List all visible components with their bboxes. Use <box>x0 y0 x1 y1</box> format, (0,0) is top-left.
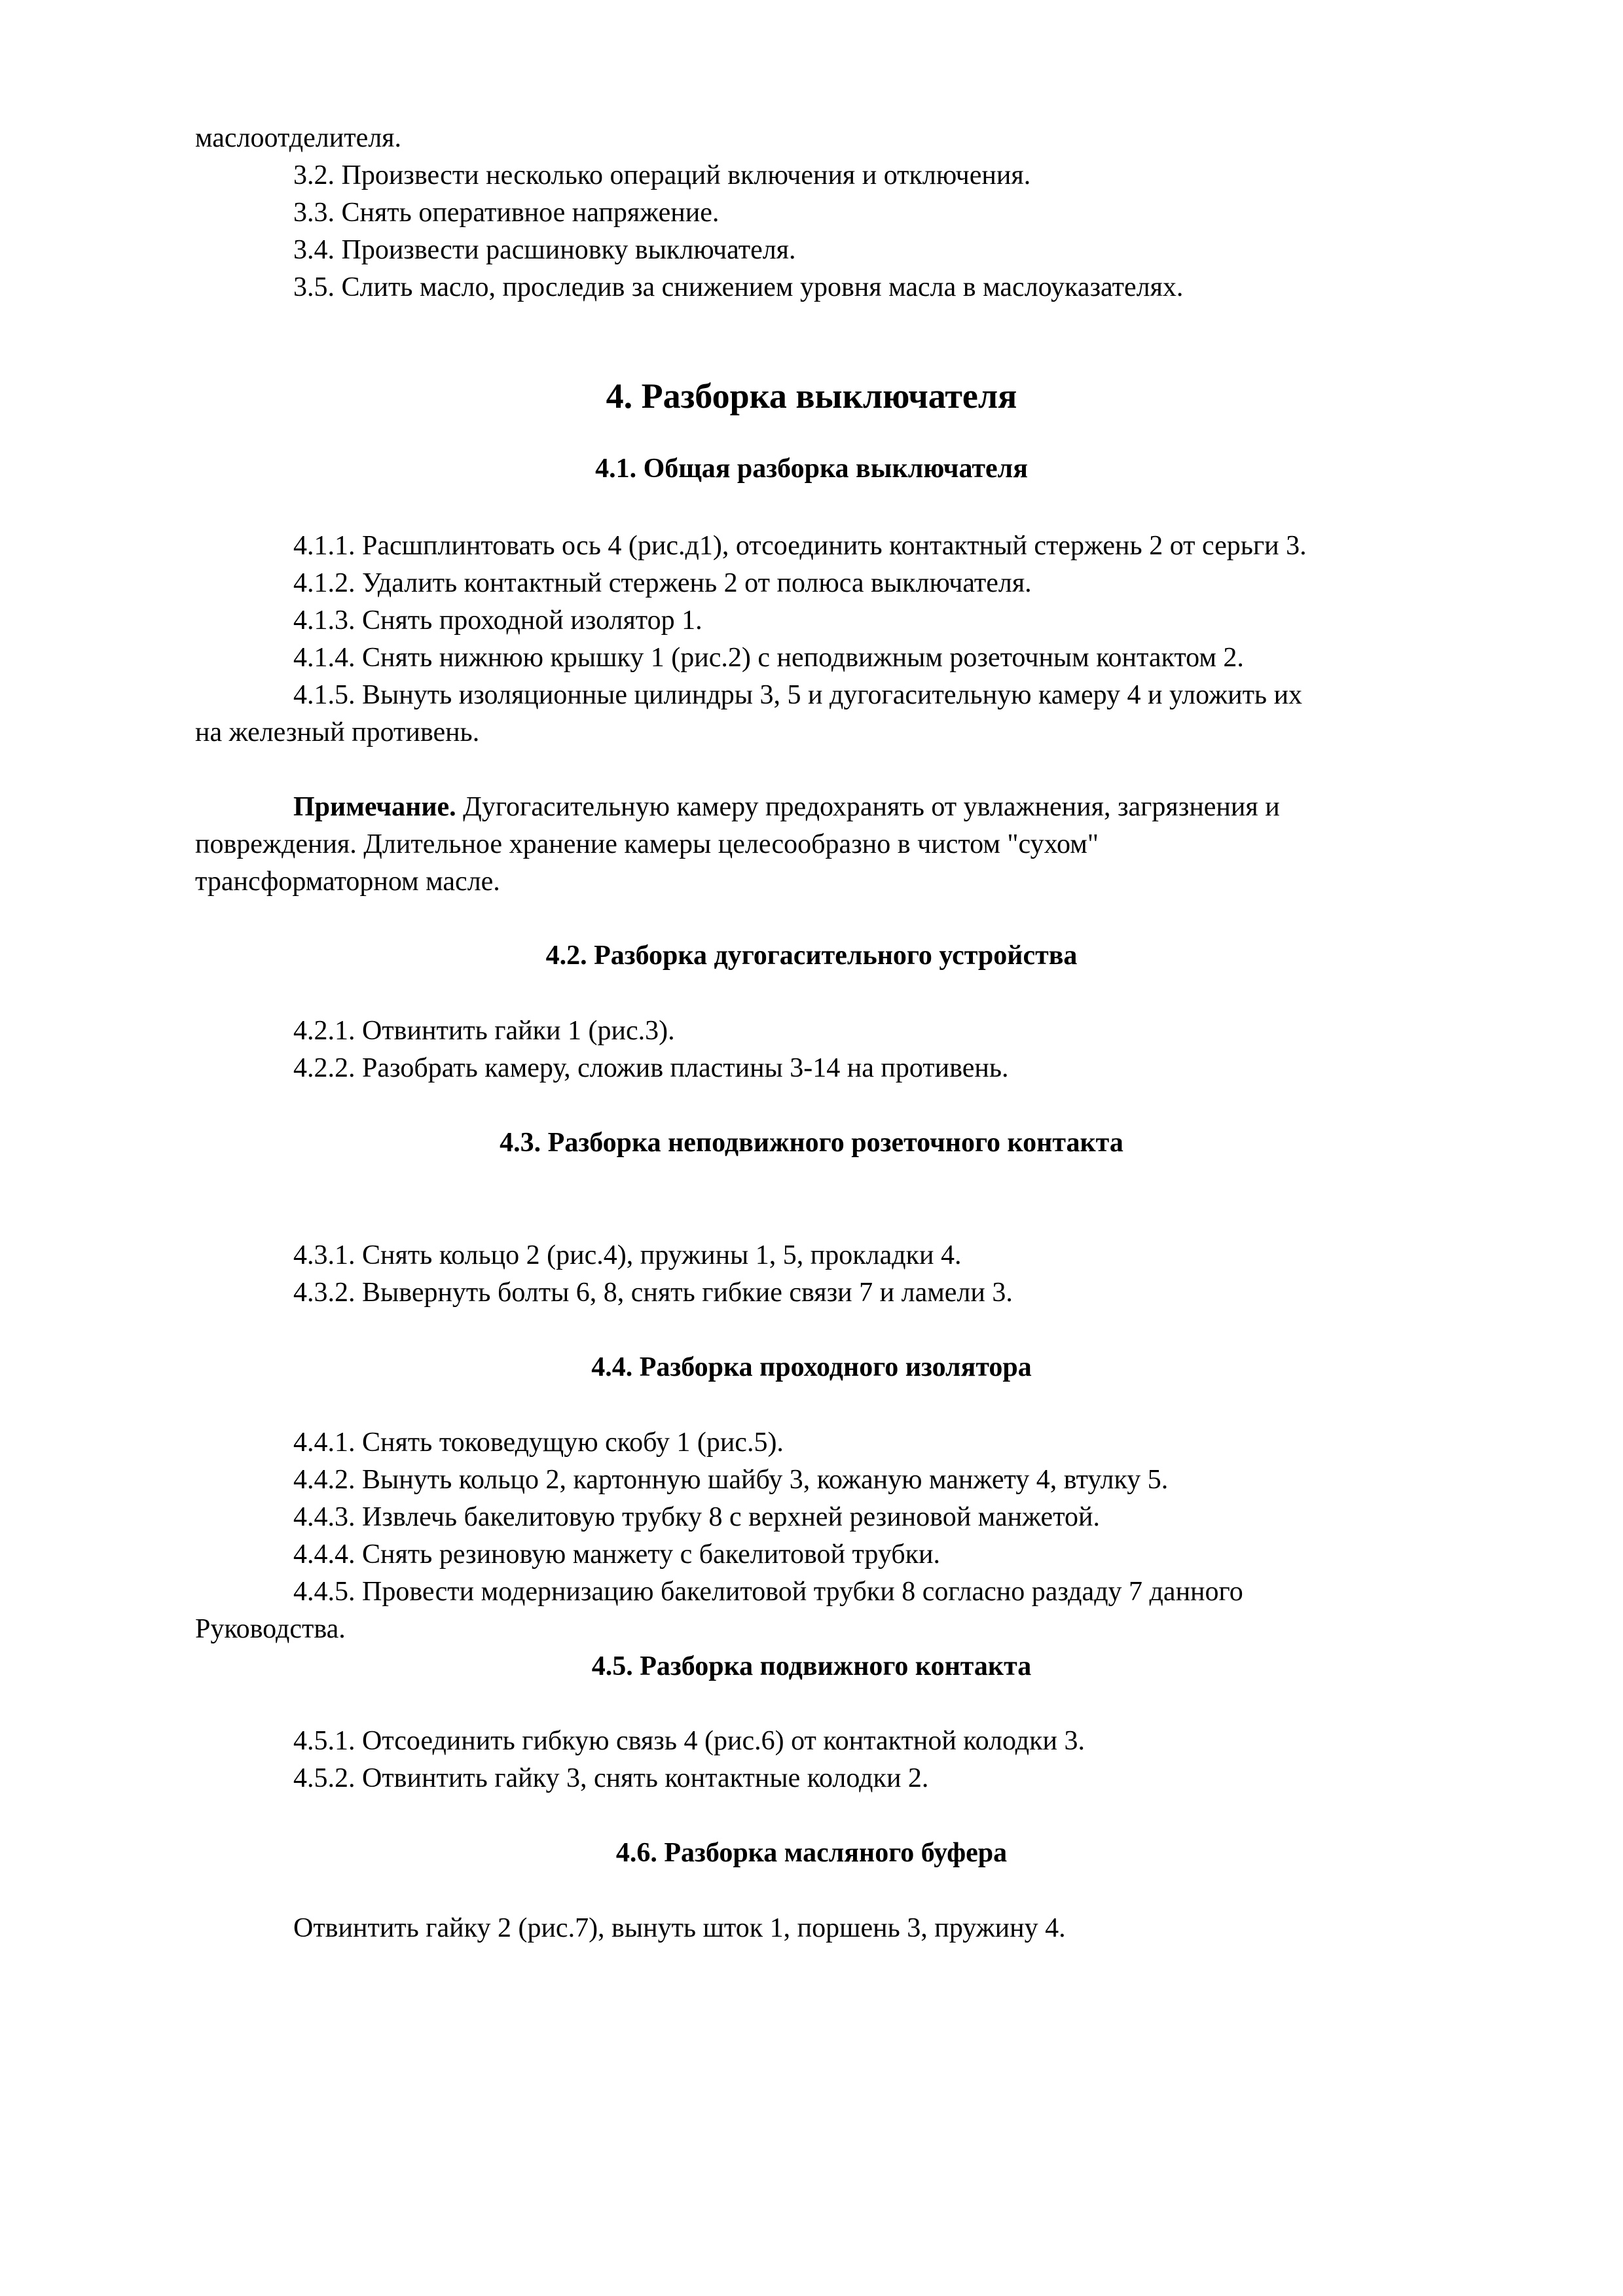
text-line: 4.1.3. Снять проходной изолятор 1. <box>293 605 702 636</box>
subsection-title: 4.4. Разборка проходного изолятора <box>591 1352 1032 1382</box>
note-line: повреждения. Длительное хранение камеры целесообразно в чистом "сухом" <box>195 829 1099 859</box>
text-line: 4.4.4. Снять резиновую манжету с бакелитовой трубки. <box>293 1539 941 1570</box>
note-line <box>293 789 1280 825</box>
subsection-title: 4.6. Разборка масляного буфера <box>615 1838 1008 1868</box>
text-line: 3.5. Слить масло, проследив за снижением уровня масла в маслоуказателях. <box>293 272 1184 302</box>
text-line: 4.1.5. Вынуть изоляционные цилиндры 3, 5 и дугогасительную камеру 4 и уложить их <box>293 680 1303 710</box>
text-line: 4.4.3. Извлечь бакелитовую трубку 8 с верхней резиновой манжетой. <box>293 1502 1100 1532</box>
text-line: 4.1.4. Снять нижнюю крышку 1 (рис.2) с неподвижным розеточным контактом 2. <box>293 643 1244 673</box>
subsection-title: 4.3. Разборка неподвижного розеточного контакта <box>500 1128 1123 1158</box>
text-line: 3.3. Снять оперативное напряжение. <box>293 198 720 228</box>
text-line: 4.3.2. Вывернуть болты 6, 8, снять гибкие связи 7 и ламели 3. <box>293 1278 1013 1308</box>
text-line: 4.2.2. Разобрать камеру, сложив пластины 3-14 на противень. <box>293 1053 1009 1083</box>
note-label: Примечание. <box>293 792 456 822</box>
subsection-title: 4.5. Разборка подвижного контакта <box>591 1651 1032 1681</box>
text-line: 4.1.1. Расшплинтовать ось 4 (рис.д1), отсоединить контактный стержень 2 от серьги 3. <box>293 531 1307 561</box>
text-line: 4.5.2. Отвинтить гайку 3, снять контактные колодки 2. <box>293 1763 929 1793</box>
text-line: 4.4.1. Снять токоведущую скобу 1 (рис.5). <box>293 1427 784 1458</box>
text-line: Руководства. <box>195 1614 346 1644</box>
subsection-title: 4.2. Разборка дугогасительного устройства <box>545 941 1078 971</box>
subsection-title: 4.1. Общая разборка выключателя <box>595 454 1028 484</box>
note-line: трансформаторном масле. <box>195 867 500 897</box>
text-line: 4.2.1. Отвинтить гайки 1 (рис.3). <box>293 1016 675 1046</box>
text-line: маслоотделителя. <box>195 123 401 153</box>
text-line: 3.4. Произвести расшиновку выключателя. <box>293 235 796 265</box>
text-line: 4.5.1. Отсоединить гибкую связь 4 (рис.6) от контактной колодки 3. <box>293 1726 1085 1756</box>
text-line: Отвинтить гайку 2 (рис.7), вынуть шток 1, поршень 3, пружину 4. <box>293 1913 1066 1943</box>
text-line: 4.3.1. Снять кольцо 2 (рис.4), пружины 1, 5, прокладки 4. <box>293 1240 962 1270</box>
note-text: Дугогасительную камеру предохранять от увлажнения, загрязнения и <box>456 792 1280 822</box>
text-line: 4.1.2. Удалить контактный стержень 2 от полюса выключателя. <box>293 568 1032 598</box>
section-title: 4. Разборка выключателя <box>606 376 1017 416</box>
text-line: 4.4.5. Провести модернизацию бакелитовой трубки 8 согласно раздаду 7 данного <box>293 1577 1243 1607</box>
text-line: на железный противень. <box>195 717 480 747</box>
text-line: 3.2. Произвести несколько операций включения и отключения. <box>293 160 1031 190</box>
text-line: 4.4.2. Вынуть кольцо 2, картонную шайбу 3, кожаную манжету 4, втулку 5. <box>293 1465 1169 1495</box>
